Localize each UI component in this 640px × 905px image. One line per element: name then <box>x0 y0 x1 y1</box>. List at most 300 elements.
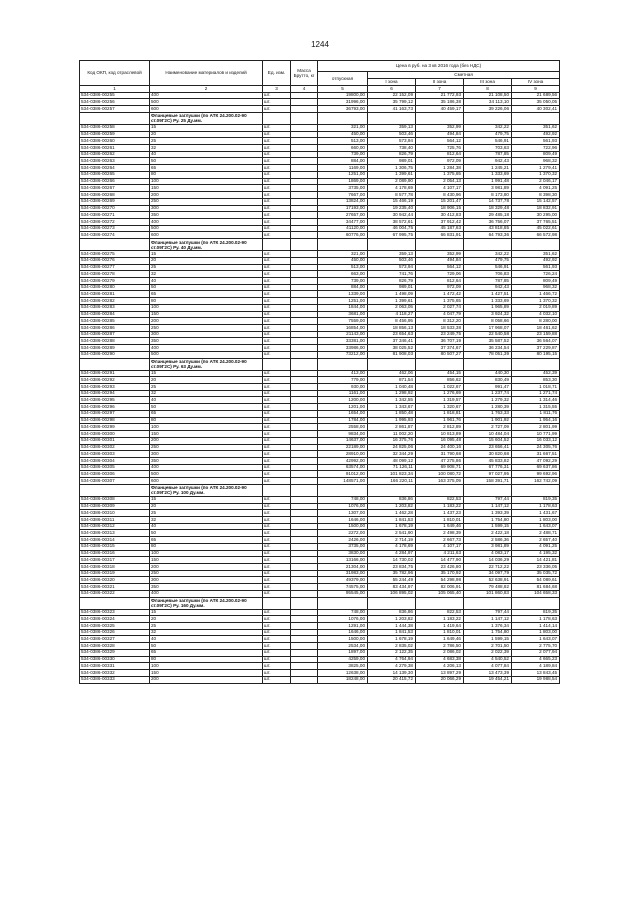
zone1-price-cell: 836,86 <box>368 496 416 503</box>
zone3-price-cell: 1 147,12 <box>464 616 512 623</box>
zone2-price-cell: 1 183,22 <box>416 616 464 623</box>
release-price-cell: 3735,00 <box>318 543 368 550</box>
mass-cell <box>291 496 318 503</box>
name-cell: 32 <box>150 271 263 278</box>
name-cell: 300 <box>150 451 263 458</box>
name-cell: 25 <box>150 623 263 630</box>
release-price-cell: 513,00 <box>318 264 368 271</box>
mass-cell <box>291 636 318 643</box>
release-price-cell: 1339,00 <box>318 291 368 298</box>
release-price-cell: 739,00 <box>318 151 368 158</box>
zone3-price-cell: 4 540,52 <box>464 656 512 663</box>
zone3-price-cell: 34 113,10 <box>464 99 512 106</box>
name-cell: 80 <box>150 171 263 178</box>
zone3-price-cell: 52 638,91 <box>464 577 512 584</box>
zone1-price-cell: 1 342,55 <box>368 397 416 404</box>
table-row <box>80 284 560 291</box>
zone2-price-cell: 69 908,71 <box>416 464 464 471</box>
mass-cell <box>291 178 318 185</box>
table-row <box>80 451 560 458</box>
release-price-cell: 60776,00 <box>318 232 368 239</box>
name-cell: 350 <box>150 584 263 591</box>
mass-cell <box>291 338 318 345</box>
table-row <box>80 523 560 530</box>
release-price-cell: 41120,00 <box>318 225 368 232</box>
table-row <box>80 616 560 623</box>
zone1-price-cell: 1 399,61 <box>368 298 416 305</box>
zone3-price-cell: 942,43 <box>464 284 512 291</box>
name-cell: 50 <box>150 284 263 291</box>
header-mass: Масса Брутто, кг <box>291 61 318 86</box>
mass-cell <box>291 284 318 291</box>
code-cell: 534-0386-00328 <box>80 643 150 650</box>
zone2-price-cell: 10 813,89 <box>416 431 464 438</box>
name-cell: 100 <box>150 550 263 557</box>
code-cell: 534-0386-00311 <box>80 516 150 523</box>
unit-cell: шт. <box>263 138 291 145</box>
table-row <box>80 291 560 298</box>
code-cell: 534-0386-00282 <box>80 298 150 305</box>
empty-cell <box>368 358 416 370</box>
unit-cell: шт. <box>263 338 291 345</box>
zone1-price-cell: 19 235,40 <box>368 205 416 212</box>
zone4-price-cell: 968,32 <box>512 284 560 291</box>
table-row <box>80 570 560 577</box>
code-cell: 534-0386-00262 <box>80 151 150 158</box>
column-index-cell: 1 <box>80 86 150 93</box>
zone3-price-cell: 17 968,07 <box>464 325 512 332</box>
unit-cell: шт. <box>263 232 291 239</box>
mass-cell <box>291 138 318 145</box>
zone3-price-cell: 706,83 <box>464 271 512 278</box>
zone2-price-cell: 2 086,02 <box>416 649 464 656</box>
zone4-price-cell: 4 665,23 <box>512 656 560 663</box>
zone1-price-cell: 1 841,53 <box>368 516 416 523</box>
code-cell: 534-0386-00333 <box>80 676 150 683</box>
zone2-price-cell: 40 459,17 <box>416 106 464 113</box>
zone3-price-cell: 78 051,39 <box>464 351 512 358</box>
name-cell: 500 <box>150 99 263 106</box>
zone2-price-cell: 972,09 <box>416 284 464 291</box>
mass-cell <box>291 377 318 384</box>
unit-cell: шт. <box>263 131 291 138</box>
code-cell: 534-0386-00314 <box>80 537 150 544</box>
table-row <box>80 106 560 113</box>
name-cell: 15 <box>150 124 263 131</box>
mass-cell <box>291 530 318 537</box>
code-cell: 534-0386-00324 <box>80 616 150 623</box>
zone3-price-cell: 8 058,66 <box>464 318 512 325</box>
table-row <box>80 457 560 464</box>
zone3-price-cell: 342,22 <box>464 124 512 131</box>
name-cell: 50 <box>150 404 263 411</box>
zone2-price-cell: 80 507,27 <box>416 351 464 358</box>
zone2-price-cell: 66 831,91 <box>416 232 464 239</box>
zone3-price-cell: 34 097,79 <box>464 570 512 577</box>
zone2-price-cell: 1 183,22 <box>416 503 464 510</box>
table-row <box>80 510 560 517</box>
zone1-price-cell: 67 995,75 <box>368 232 416 239</box>
zone1-price-cell: 18 856,13 <box>368 325 416 332</box>
zone4-price-cell: 16 033,12 <box>512 437 560 444</box>
zone3-price-cell: 546,91 <box>464 264 512 271</box>
table-row <box>80 351 560 358</box>
column-index-cell: 2 <box>150 86 263 93</box>
zone1-price-cell: 2 122,35 <box>368 649 416 656</box>
name-cell: 15 <box>150 496 263 503</box>
zone4-price-cell: 1 803,00 <box>512 516 560 523</box>
zone3-price-cell: 3 981,89 <box>464 185 512 192</box>
zone1-price-cell: 35 799,12 <box>368 99 416 106</box>
empty-cell <box>318 239 368 251</box>
release-price-cell: 49379,00 <box>318 577 368 584</box>
table-row <box>80 178 560 185</box>
code-cell: 534-0386-00309 <box>80 503 150 510</box>
zone4-price-cell: 37 229,87 <box>512 345 560 352</box>
zone2-price-cell: 564,12 <box>416 138 464 145</box>
zone4-price-cell: 2 775,70 <box>512 643 560 650</box>
mass-cell <box>291 99 318 106</box>
empty-cell <box>464 484 512 496</box>
code-cell: 534-0386-00301 <box>80 437 150 444</box>
name-cell: 20 <box>150 616 263 623</box>
table-row <box>80 304 560 311</box>
zone1-price-cell: 462,06 <box>368 370 416 377</box>
zone2-price-cell: 18 533,38 <box>416 325 464 332</box>
zone1-price-cell: 989,01 <box>368 158 416 165</box>
zone2-price-cell: 812,64 <box>416 151 464 158</box>
zone1-price-cell: 1 399,61 <box>368 171 416 178</box>
unit-cell: шт. <box>263 410 291 417</box>
zone2-price-cell: 23 249,75 <box>416 331 464 338</box>
zone2-price-cell: 1 961,76 <box>416 417 464 424</box>
mass-cell <box>291 271 318 278</box>
name-cell: 200 <box>150 192 263 199</box>
code-cell: 534-0386-00279 <box>80 277 150 284</box>
mass-cell <box>291 417 318 424</box>
code-cell: 534-0386-00291 <box>80 370 150 377</box>
zone4-price-cell: 14 421,81 <box>512 557 560 564</box>
zone4-price-cell: 1 643,07 <box>512 636 560 643</box>
zone4-price-cell: 4 091,25 <box>512 185 560 192</box>
zone4-price-cell: 1 431,67 <box>512 510 560 517</box>
code-cell: 534-0386-00300 <box>80 431 150 438</box>
zone4-price-cell: 809,49 <box>512 151 560 158</box>
zone3-price-cell: 1 754,80 <box>464 516 512 523</box>
zone1-price-cell: 4 178,69 <box>368 543 416 550</box>
empty-cell <box>263 112 291 124</box>
mass-cell <box>291 577 318 584</box>
name-cell: 600 <box>150 106 263 113</box>
code-cell: 534-0386-00295 <box>80 397 150 404</box>
code-cell: 534-0386-00302 <box>80 444 150 451</box>
zone4-price-cell: 726,24 <box>512 271 560 278</box>
empty-cell <box>512 484 560 496</box>
table-row <box>80 205 560 212</box>
release-price-cell: 884,00 <box>318 158 368 165</box>
table-row <box>80 636 560 643</box>
zone4-price-cell: 4 189,84 <box>512 663 560 670</box>
unit-cell: шт. <box>263 496 291 503</box>
table-row <box>80 496 560 503</box>
zone4-price-cell: 1 370,32 <box>512 171 560 178</box>
name-cell: 32 <box>150 629 263 636</box>
zone1-price-cell: 106 895,02 <box>368 590 416 597</box>
zone1-price-cell: 1 298,92 <box>368 390 416 397</box>
zone1-price-cell: 22 152,09 <box>368 92 416 99</box>
zone2-price-cell: 4 211,63 <box>416 550 464 557</box>
mass-cell <box>291 537 318 544</box>
empty-cell <box>263 358 291 370</box>
unit-cell: шт. <box>263 417 291 424</box>
section-row <box>80 597 560 609</box>
header-code: Код ОКП, код отраслевой <box>80 61 150 86</box>
table-row <box>80 629 560 636</box>
table-body <box>80 86 560 684</box>
mass-cell <box>291 304 318 311</box>
unit-cell: шт. <box>263 291 291 298</box>
zone3-price-cell: 1 763,33 <box>464 410 512 417</box>
release-price-cell: 1897,00 <box>318 649 368 656</box>
code-cell: 534-0386-00280 <box>80 284 150 291</box>
zone2-price-cell: 494,84 <box>416 257 464 264</box>
mass-cell <box>291 390 318 397</box>
zone2-price-cell: 20 066,29 <box>416 676 464 683</box>
mass-cell <box>291 205 318 212</box>
release-price-cell: 884,00 <box>318 284 368 291</box>
zone2-price-cell: 2 027,74 <box>416 304 464 311</box>
unit-cell: шт. <box>263 178 291 185</box>
column-index-cell: 5 <box>318 86 368 93</box>
unit-cell: шт. <box>263 390 291 397</box>
release-price-cell: 663,00 <box>318 271 368 278</box>
name-cell: 15 <box>150 609 263 616</box>
release-price-cell: 7667,00 <box>318 192 368 199</box>
zone1-price-cell: 30 942,44 <box>368 212 416 219</box>
zone2-price-cell: 822,53 <box>416 496 464 503</box>
zone2-price-cell: 1 375,65 <box>416 171 464 178</box>
release-price-cell: 3830,00 <box>318 550 368 557</box>
unit-cell: шт. <box>263 451 291 458</box>
header-price-title: Цена в руб. на 3 кв 2016 года (без НДС) <box>318 61 560 72</box>
mass-cell <box>291 451 318 458</box>
release-price-cell: 18248,00 <box>318 676 368 683</box>
code-cell: 534-0386-00273 <box>80 225 150 232</box>
zone3-price-cell: 2 586,36 <box>464 537 512 544</box>
zone3-price-cell: 1 393,39 <box>464 510 512 517</box>
table-row <box>80 257 560 264</box>
zone2-price-cell: 1 419,64 <box>416 623 464 630</box>
zone2-price-cell: 18 906,15 <box>416 205 464 212</box>
zone3-price-cell: 1 599,15 <box>464 636 512 643</box>
table-row <box>80 503 560 510</box>
zone1-price-cell: 4 118,27 <box>368 311 416 318</box>
release-price-cell: 321,00 <box>318 124 368 131</box>
zone4-price-cell: 492,92 <box>512 257 560 264</box>
name-cell: 200 <box>150 676 263 683</box>
name-cell: 80 <box>150 543 263 550</box>
zone1-price-cell: 573,94 <box>368 138 416 145</box>
empty-cell <box>318 112 368 124</box>
release-price-cell: 3825,00 <box>318 663 368 670</box>
unit-cell: шт. <box>263 384 291 391</box>
unit-cell: шт. <box>263 185 291 192</box>
unit-cell: шт. <box>263 165 291 172</box>
zone4-price-cell: 45 022,61 <box>512 225 560 232</box>
unit-cell: шт. <box>263 106 291 113</box>
zone4-price-cell: 35 035,72 <box>512 570 560 577</box>
release-price-cell: 21143,00 <box>318 331 368 338</box>
zone3-price-cell: 1 965,89 <box>464 304 512 311</box>
zone2-price-cell: 24 400,16 <box>416 444 464 451</box>
table-row <box>80 298 560 305</box>
zone1-price-cell: 836,86 <box>368 609 416 616</box>
empty-cell <box>318 484 368 496</box>
table-row <box>80 649 560 656</box>
code-cell: 534-0386-00327 <box>80 636 150 643</box>
mass-cell <box>291 424 318 431</box>
zone2-price-cell: 2 498,39 <box>416 530 464 537</box>
zone4-price-cell: 1 370,32 <box>512 298 560 305</box>
mass-cell <box>291 124 318 131</box>
code-cell: 534-0386-00320 <box>80 577 150 584</box>
release-price-cell: 450,00 <box>318 131 368 138</box>
zone1-price-cell: 55 244,49 <box>368 577 416 584</box>
zone3-price-cell: 45 833,82 <box>464 457 512 464</box>
header-zone-3: III зона <box>464 79 512 86</box>
table-row <box>80 192 560 199</box>
table-row <box>80 397 560 404</box>
zone4-price-cell: 104 658,33 <box>512 590 560 597</box>
zone4-price-cell: 4 195,32 <box>512 550 560 557</box>
zone3-price-cell: 546,91 <box>464 138 512 145</box>
zone2-price-cell: 163 375,09 <box>416 478 464 485</box>
zone3-price-cell: 13 473,39 <box>464 670 512 677</box>
zone3-price-cell: 830,49 <box>464 377 512 384</box>
release-price-cell: 12638,00 <box>318 670 368 677</box>
release-price-cell: 1784,00 <box>318 417 368 424</box>
zone1-price-cell: 1 203,82 <box>368 503 416 510</box>
zone4-price-cell: 23 159,88 <box>512 331 560 338</box>
name-cell: 40 <box>150 636 263 643</box>
zone2-price-cell: 812,64 <box>416 277 464 284</box>
code-cell: 534-0386-00303 <box>80 451 150 458</box>
mass-cell <box>291 431 318 438</box>
zone4-price-cell: 968,32 <box>512 158 560 165</box>
unit-cell: шт. <box>263 99 291 106</box>
unit-cell: шт. <box>263 676 291 683</box>
zone1-price-cell: 359,13 <box>368 124 416 131</box>
release-price-cell: 3681,00 <box>318 311 368 318</box>
zone3-price-cell: 4 077,84 <box>464 663 512 670</box>
code-cell: 534-0386-00312 <box>80 523 150 530</box>
zone3-price-cell: 703,63 <box>464 145 512 152</box>
zone1-price-cell: 573,94 <box>368 264 416 271</box>
empty-cell <box>416 239 464 251</box>
table-row <box>80 643 560 650</box>
zone3-price-cell: 2 727,09 <box>464 424 512 431</box>
zone2-price-cell: 352,99 <box>416 251 464 258</box>
code-cell: 534-0386-00296 <box>80 404 150 411</box>
zone3-price-cell: 15 604,52 <box>464 437 512 444</box>
release-price-cell: 779,00 <box>318 377 368 384</box>
unit-cell: шт. <box>263 609 291 616</box>
zone3-price-cell: 18 329,48 <box>464 205 512 212</box>
zone3-price-cell: 10 484,04 <box>464 431 512 438</box>
code-cell: 534-0386-00315 <box>80 543 150 550</box>
release-price-cell: 9834,00 <box>318 431 368 438</box>
zone3-price-cell: 991,47 <box>464 384 512 391</box>
code-cell: 534-0386-00330 <box>80 656 150 663</box>
zone3-price-cell: 1 376,34 <box>464 623 512 630</box>
release-price-cell: 33381,00 <box>318 338 368 345</box>
mass-cell <box>291 151 318 158</box>
zone1-price-cell: 989,01 <box>368 284 416 291</box>
zone4-price-cell: 13 843,45 <box>512 670 560 677</box>
unit-cell: шт. <box>263 564 291 571</box>
empty-cell <box>512 239 560 251</box>
zone1-price-cell: 37 346,41 <box>368 338 416 345</box>
table-row <box>80 99 560 106</box>
zone4-price-cell: 1 466,72 <box>512 291 560 298</box>
zone4-price-cell: 10 771,99 <box>512 431 560 438</box>
mass-cell <box>291 384 318 391</box>
code-cell: 534-0386-00299 <box>80 424 150 431</box>
name-cell: 150 <box>150 670 263 677</box>
zone2-price-cell: 1 810,01 <box>416 516 464 523</box>
empty-cell <box>368 112 416 124</box>
release-price-cell: 1654,00 <box>318 410 368 417</box>
zone4-price-cell: 1 643,07 <box>512 523 560 530</box>
zone4-price-cell: 722,96 <box>512 145 560 152</box>
zone4-price-cell: 81 684,68 <box>512 584 560 591</box>
zone2-price-cell: 8 312,20 <box>416 318 464 325</box>
zone1-price-cell: 2 541,90 <box>368 530 416 537</box>
release-price-cell: 74575,00 <box>318 584 368 591</box>
release-price-cell: 739,00 <box>318 277 368 284</box>
name-cell: 15 <box>150 370 263 377</box>
zone3-price-cell: 787,85 <box>464 151 512 158</box>
zone2-price-cell: 1 276,69 <box>416 390 464 397</box>
unit-cell: шт. <box>263 205 291 212</box>
zone1-price-cell: 4 279,38 <box>368 663 416 670</box>
zone2-price-cell: 972,09 <box>416 158 464 165</box>
zone4-price-cell: 2 077,94 <box>512 649 560 656</box>
name-cell: 65 <box>150 410 263 417</box>
zone2-price-cell: 8 430,96 <box>416 192 464 199</box>
mass-cell <box>291 158 318 165</box>
zone2-price-cell: 37 374,67 <box>416 345 464 352</box>
zone1-price-cell: 101 823,34 <box>368 471 416 478</box>
code-cell: 534-0386-00267 <box>80 185 150 192</box>
mass-cell <box>291 171 318 178</box>
release-price-cell: 1076,00 <box>318 616 368 623</box>
name-cell: 400 <box>150 464 263 471</box>
zone4-price-cell: 18 832,91 <box>512 205 560 212</box>
mass-cell <box>291 516 318 523</box>
table-row <box>80 92 560 99</box>
unit-cell: шт. <box>263 404 291 411</box>
name-cell: 15 <box>150 251 263 258</box>
unit-cell: шт. <box>263 298 291 305</box>
zone2-price-cell: 4 683,38 <box>416 656 464 663</box>
release-price-cell: 13166,00 <box>318 557 368 564</box>
empty-cell <box>416 358 464 370</box>
zone2-price-cell: 352,99 <box>416 124 464 131</box>
zone4-price-cell: 8 280,00 <box>512 318 560 325</box>
unit-cell: шт. <box>263 577 291 584</box>
zone3-price-cell: 97 027,95 <box>464 471 512 478</box>
